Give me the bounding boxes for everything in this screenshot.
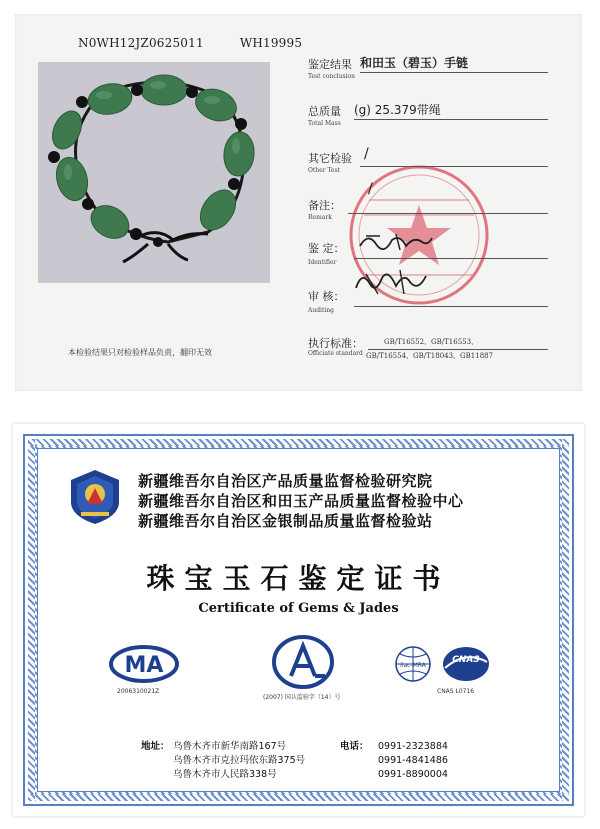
field-other-test: 其它检验 / Other Test: [308, 146, 548, 176]
cal-logo-icon: [271, 634, 335, 690]
standard-line-2: GB/T16554、GB/T18043、GB11887: [366, 352, 494, 360]
svg-text:CNAS: CNAS: [452, 655, 480, 665]
field-identifier: 鉴 定： Identifier: [308, 236, 548, 266]
cnas-number: CNAS L0716: [437, 688, 475, 695]
test-conclusion-value: 和田玉（碧玉）手链: [360, 56, 469, 70]
address-2: 乌鲁木齐市克拉玛依东路375号: [173, 755, 306, 766]
address-1: 乌鲁木齐市新华南路167号: [173, 741, 287, 752]
report-number: N0WH12JZ0625011: [78, 36, 204, 50]
auditor-signature-icon: [352, 264, 432, 298]
report-codes: [78, 36, 334, 50]
phone-1: 0991-2323884: [378, 741, 448, 752]
remark-value: /: [368, 181, 373, 197]
svg-text:MA: MA: [124, 653, 164, 678]
ilac-mra-logo-icon: [391, 644, 435, 684]
institute-name-1: 新疆维吾尔自治区产品质量监督检验研究院: [138, 472, 433, 490]
bracelet-photo: [38, 62, 270, 283]
svg-text:ilac-MRA: ilac-MRA: [400, 662, 426, 669]
phone-3: 0991-8890004: [378, 769, 448, 780]
cnas-logo-icon: [441, 644, 491, 684]
certificate-card: [13, 424, 584, 816]
standard-line-1: GB/T16552、GB/T16553、: [384, 338, 479, 346]
sample-number: WH19995: [239, 36, 303, 50]
disclaimer-text: 本检验结果只对检验样品负责，翻印无效: [68, 348, 212, 357]
identifier-signature-icon: [356, 228, 436, 254]
field-test-conclusion: 鉴定结果 和田玉（碧玉）手链 Test conclusion: [308, 52, 548, 82]
field-auditing: 审 核： Auditing: [308, 284, 548, 314]
institute-emblem-icon: [65, 466, 125, 526]
certificate-title-en: Certificate of Gems & Jades: [198, 601, 399, 616]
institute-name-2: 新疆维吾尔自治区和田玉产品质量监督检验中心: [138, 492, 464, 510]
other-test-value: /: [364, 146, 369, 162]
certificate-title: 珠宝玉石鉴定证书: [146, 562, 451, 595]
field-total-mass: 总质量 (g) 25.379带绳 Total Mass: [308, 99, 548, 129]
address-label: 地址：: [141, 741, 170, 752]
address-3: 乌鲁木齐市人民路338号: [173, 769, 277, 780]
phone-label: 电话：: [340, 741, 369, 752]
cma-number: 2006310021Z: [117, 688, 160, 695]
total-mass-value: (g) 25.379带绳: [354, 103, 441, 117]
cal-number: (2007) 国认监验字（14）号: [263, 694, 341, 701]
field-remark: 备注： / Remark: [308, 193, 548, 223]
phone-2: 0991-4841486: [378, 755, 448, 766]
jade-bracelet-image: [38, 62, 270, 283]
institute-name-3: 新疆维吾尔自治区金银制品质量监督检验站: [138, 512, 433, 530]
field-officiate-standard: 执行标准： Officiate standard: [308, 331, 548, 361]
cma-logo-icon: [108, 644, 180, 684]
